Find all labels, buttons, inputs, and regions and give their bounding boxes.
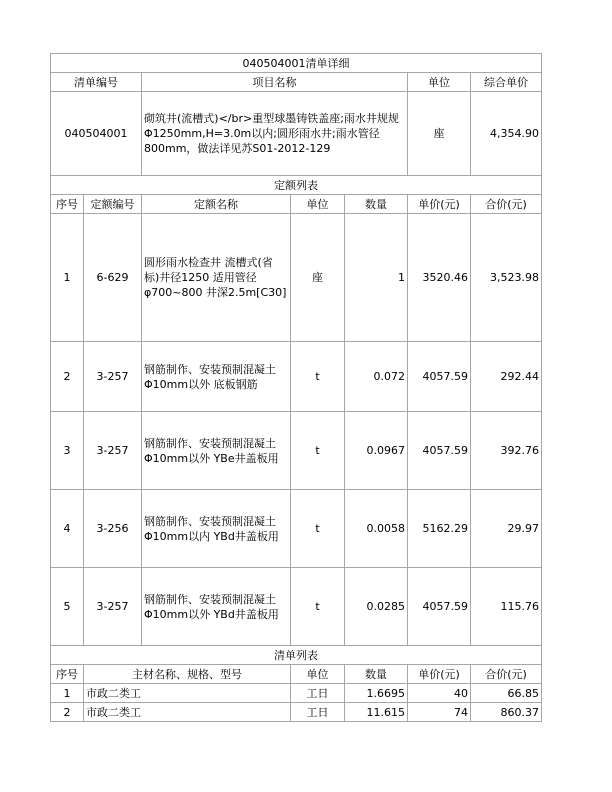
quota-total: 29.97	[471, 490, 542, 568]
quota-price: 4057.59	[408, 412, 471, 490]
table-row	[51, 568, 542, 646]
material-col-total: 合价(元)	[471, 665, 542, 684]
quota-unit: t	[291, 568, 345, 646]
quota-total: 392.76	[471, 412, 542, 490]
material-col-no: 序号	[51, 665, 84, 684]
quota-col-qty: 数量	[345, 195, 408, 214]
quota-no: 4	[51, 490, 84, 568]
material-unit: 工日	[291, 684, 345, 703]
quota-unit: t	[291, 342, 345, 412]
quota-qty: 0.0058	[345, 490, 408, 568]
material-col-name: 主材名称、规格、型号	[84, 665, 291, 684]
detail-table	[50, 53, 542, 722]
quota-total: 115.76	[471, 568, 542, 646]
quota-code: 3-257	[84, 412, 142, 490]
material-col-qty: 数量	[345, 665, 408, 684]
header-unit: 单位	[408, 73, 471, 92]
material-unit: 工日	[291, 703, 345, 722]
quota-qty: 0.0967	[345, 412, 408, 490]
table-title: 040504001清单详细	[51, 54, 542, 73]
quota-name: 钢筋制作、安装预制混凝土Φ10mm以内 YBd井盖板用	[142, 490, 291, 568]
item-price: 4,354.90	[471, 92, 542, 176]
quota-name: 钢筋制作、安装预制混凝土Φ10mm以外 YBd井盖板用	[142, 568, 291, 646]
material-col-unit: 单位	[291, 665, 345, 684]
item-name: 砌筑井(流槽式)</br>重型球墨铸铁盖座;雨水井规规Φ1250mm,H=3.0m以内;圆形雨水井;雨水管径800mm，做法详见苏S01-2012-129	[142, 92, 408, 176]
material-section-title: 清单列表	[51, 646, 542, 665]
material-qty: 11.615	[345, 703, 408, 722]
quota-col-name: 定额名称	[142, 195, 291, 214]
quota-code: 3-257	[84, 568, 142, 646]
quota-name: 钢筋制作、安装预制混凝土Φ10mm以外 YBe井盖板用	[142, 412, 291, 490]
quota-price: 4057.59	[408, 342, 471, 412]
quota-qty: 0.0285	[345, 568, 408, 646]
quota-unit: t	[291, 490, 345, 568]
quota-unit: t	[291, 412, 345, 490]
quota-code: 3-256	[84, 490, 142, 568]
quota-name: 钢筋制作、安装预制混凝土Φ10mm以外 底板钢筋	[142, 342, 291, 412]
material-price: 74	[408, 703, 471, 722]
quota-total: 3,523.98	[471, 214, 542, 342]
header-price: 综合单价	[471, 73, 542, 92]
quota-col-no: 序号	[51, 195, 84, 214]
quota-col-code: 定额编号	[84, 195, 142, 214]
quota-price: 3520.46	[408, 214, 471, 342]
quota-no: 2	[51, 342, 84, 412]
quota-price: 5162.29	[408, 490, 471, 568]
quota-no: 3	[51, 412, 84, 490]
quota-col-unit: 单位	[291, 195, 345, 214]
material-name: 市政二类工	[84, 703, 291, 722]
quota-col-total: 合价(元)	[471, 195, 542, 214]
material-no: 1	[51, 684, 84, 703]
material-no: 2	[51, 703, 84, 722]
quota-no: 5	[51, 568, 84, 646]
header-name: 项目名称	[142, 73, 408, 92]
material-total: 860.37	[471, 703, 542, 722]
material-col-price: 单价(元)	[408, 665, 471, 684]
header-code: 清单编号	[51, 73, 142, 92]
quota-total: 292.44	[471, 342, 542, 412]
table-row	[51, 703, 542, 722]
table-row	[51, 342, 542, 412]
material-qty: 1.6695	[345, 684, 408, 703]
quota-code: 3-257	[84, 342, 142, 412]
quota-qty: 1	[345, 214, 408, 342]
item-unit: 座	[408, 92, 471, 176]
material-price: 40	[408, 684, 471, 703]
material-name: 市政二类工	[84, 684, 291, 703]
quota-no: 1	[51, 214, 84, 342]
table-row	[51, 412, 542, 490]
quota-section-title: 定额列表	[51, 176, 542, 195]
material-total: 66.85	[471, 684, 542, 703]
quota-qty: 0.072	[345, 342, 408, 412]
table-row	[51, 214, 542, 342]
quota-unit: 座	[291, 214, 345, 342]
table-row	[51, 684, 542, 703]
quota-code: 6-629	[84, 214, 142, 342]
item-code: 040504001	[51, 92, 142, 176]
quota-col-price: 单价(元)	[408, 195, 471, 214]
quota-name: 圆形雨水检查井 流槽式(省标)井径1250 适用管径φ700~800 井深2.5m[C30]	[142, 214, 291, 342]
quota-price: 4057.59	[408, 568, 471, 646]
table-row	[51, 490, 542, 568]
